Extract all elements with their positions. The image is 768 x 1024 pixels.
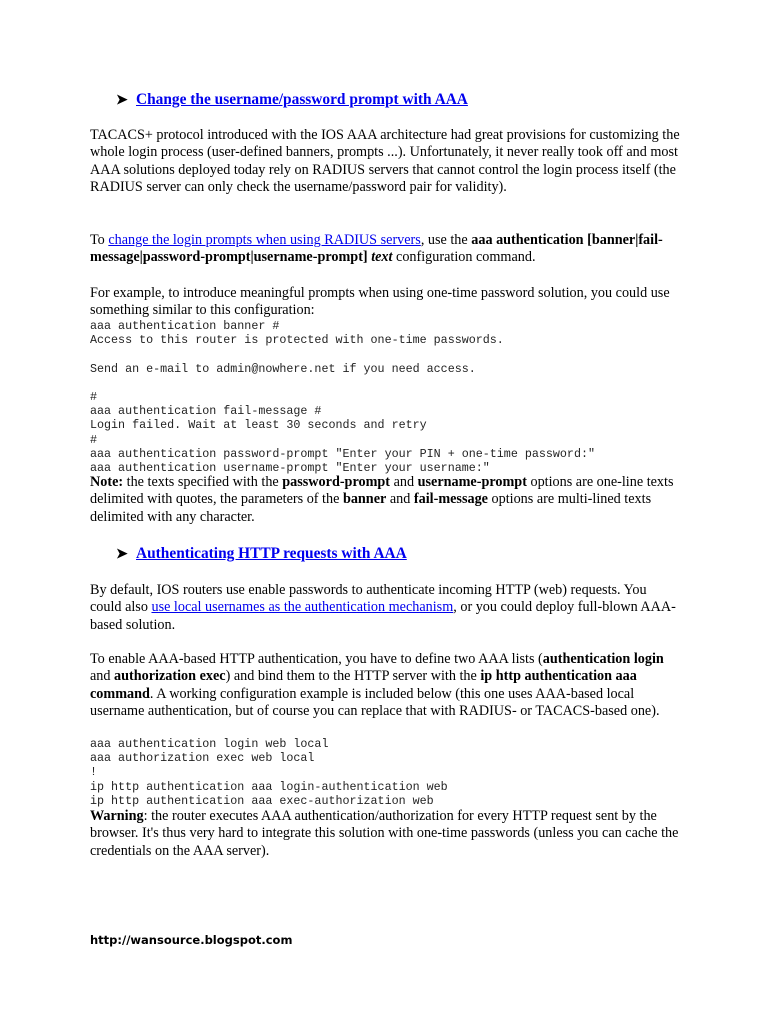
local-usernames-link[interactable]: use local usernames as the authentication mechanism	[151, 599, 454, 616]
code-line: aaa authentication login web local	[90, 737, 329, 751]
http-intro-paragraph: By default, IOS routers use enable passwords to authenticate incoming HTTP (web) requests. You could also use local usernames as the authentication mechanism, or you could deploy full-blown AAA-based solution.	[90, 582, 676, 633]
note-paragraph: Note: the texts specified with the password-prompt and username-prompt options are one-line texts delimited with quotes, the parameters of the banner and fail-message options are multi-lined texts delimited with any character.	[90, 474, 674, 525]
code-line: aaa authentication fail-message #	[90, 404, 322, 419]
example-intro-paragraph: For example, to introduce meaningful prompts when using one-time password solution, you could use something similar to this configuration:	[90, 285, 670, 319]
heading-link-http-auth[interactable]: Authenticating HTTP requests with AAA	[136, 545, 407, 562]
config-code-block-prompts	[90, 319, 595, 475]
intro-paragraph: TACACS+ protocol introduced with the IOS AAA architecture had great provisions for customizing the whole login process (user-defined banners, prompts ...). Unfortunately, it never really took off and most AAA solutions deployed today rely on RADIUS servers that cannot control the login process itself (the RADIUS server can only check the username/password pair for validity).	[90, 127, 680, 196]
code-line: Send an e-mail to admin@nowhere.net if you need access.	[90, 361, 476, 376]
code-line: aaa authentication banner #	[90, 319, 280, 333]
code-line	[90, 347, 595, 361]
arrow-bullet-icon: ➤	[116, 547, 128, 562]
code-line: #	[90, 389, 98, 404]
code-line	[90, 376, 595, 390]
code-line: aaa authentication password-prompt "Enter your PIN + one-time password:"	[90, 446, 595, 461]
code-line: Login failed. Wait at least 30 seconds and retry	[90, 418, 427, 433]
section-heading-username-prompt	[116, 91, 468, 110]
heading-link-username-prompt[interactable]: Change the username/password prompt with AAA	[136, 91, 468, 108]
code-line: aaa authentication username-prompt "Enter your username:"	[90, 461, 490, 475]
code-line: ip http authentication aaa exec-authorization web	[90, 793, 434, 808]
code-line: Access to this router is protected with one-time passwords.	[90, 333, 504, 348]
arrow-bullet-icon: ➤	[116, 93, 128, 108]
code-line: aaa authorization exec web local	[90, 751, 315, 766]
footer-url: http://wansource.blogspot.com	[90, 933, 293, 947]
command-paragraph: To change the login prompts when using RADIUS servers, use the aaa authentication [banner|fail-message|password-prompt|username-prompt] text configuration command.	[90, 232, 663, 266]
http-config-paragraph: To enable AAA-based HTTP authentication, you have to define two AAA lists (authentication login and authorization exec) and bind them to the HTTP server with the ip http authentication aaa command. A working configuration example is included below (this one uses AAA-based local username authentication, but of course you can replace that with RADIUS- or TACACS-based one).	[90, 651, 664, 720]
warning-paragraph: Warning: the router executes AAA authentication/authorization for every HTTP request sent by the browser. It's thus very hard to integrate this solution with one-time passwords (unless you can cache the credentials on the AAA server).	[90, 808, 679, 859]
radius-prompts-link[interactable]: change the login prompts when using RADIUS servers	[108, 232, 421, 248]
config-code-block-http	[90, 737, 448, 808]
section-heading-http-auth	[116, 545, 407, 564]
code-line: #	[90, 432, 98, 447]
code-line: !	[90, 765, 98, 780]
code-line: ip http authentication aaa login-authentication web	[90, 779, 448, 794]
command-syntax: aaa authentication [banner|fail-message|password-prompt|username-prompt]	[90, 232, 663, 266]
